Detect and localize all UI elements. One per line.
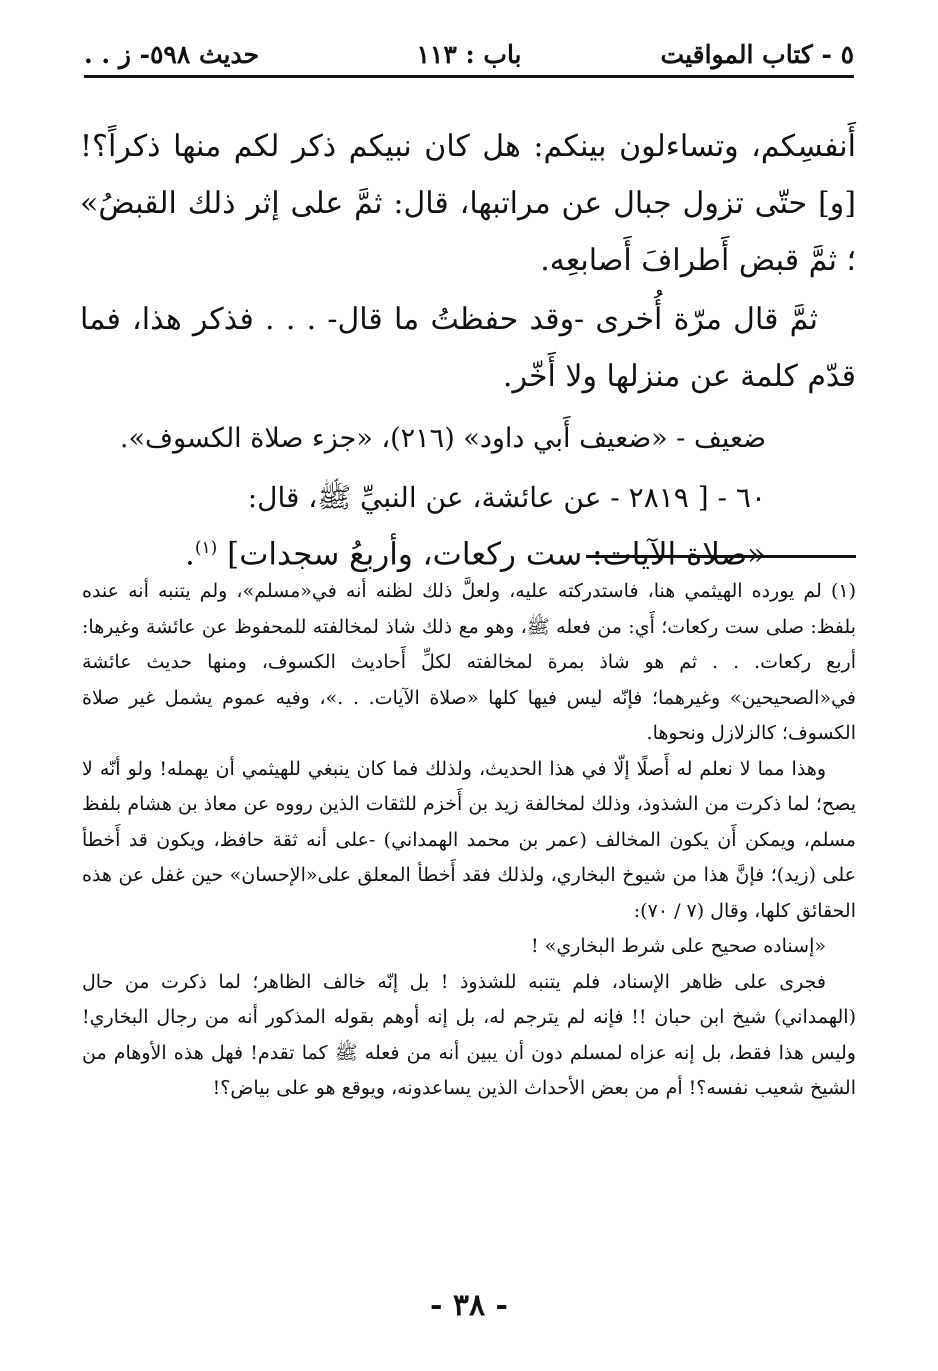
- section-title: باب : ١١٣: [416, 40, 522, 69]
- footnote-paragraph-4: فجرى على ظاهر الإسناد، فلم يتنبه للشذوذ ! بل إنّه خالف الظاهر؛ لما ذكرت من حال (الهمداني) شيخ ابن حبان !! فإنه لم يترجم له، بل إنه أوهم بقوله المذكور أنه من رجال البخاري! وليس هذا فقط، بل إنه عزاه لمسلم دون أن يبين أنه من فعله ﷺ كما تقدم! فهل هذه الأوهام من الشيخ شعيب نفسه؟! أم من بعض الأحداث الذين يساعدونه، ويوقع هو على بياض؟!: [82, 970, 856, 1099]
- chapter-title: ٥ - كتاب المواقيت: [660, 40, 854, 69]
- footnote-marker: (١): [194, 538, 218, 558]
- running-header: [84, 36, 854, 76]
- paragraph-1: أَنفسِكم، وتساءلون بينكم: هل كان نبيكم ذكر لكم منها ذكراً؟! [و] حتّى تزول جبال عن مراتبها، قال: ثمَّ على إثر ذلك القبضُ» ؛ ثمَّ قبض أَطرافَ أَصابعِه.: [80, 129, 856, 278]
- footnote-1: (١) لم يورده الهيثمي هنا، فاستدركته عليه، ولعلَّ ذلك لظنه أنه في«مسلم»، ولم يتنبه أنه عنده بلفظ: صلى ست ركعات؛ أَي: من فعله ﷺ، وهو مع ذلك شاذ لمخالفته للمحفوظ عن عائشة وغيرها: أربع ركعات. . . ثم هو شاذ بمرة لمخالفته لكلِّ أَحاديث الكسوف، ومنها حديث عائشة في«الصحيحين» وغيرهما؛ فإنّه ليس فيها كلها «صلاة الآيات. . .»، وفيه عموم يشمل غير صلاة الكسوف؛ كالزلازل ونحوها.: [82, 580, 856, 744]
- footnotes: [82, 574, 856, 1107]
- main-text: [80, 118, 856, 579]
- hadith-text: [80, 523, 856, 579]
- header-divider: [84, 75, 854, 78]
- page-number: - ٣٨ -: [429, 1288, 509, 1323]
- hadith-grade: ضعيف - «ضعيف أَبي داود» (٢١٦)، «جزء صلاة الكسوف».: [119, 423, 766, 454]
- hadith-reference: حديث ٥٩٨- ز . .: [84, 40, 260, 69]
- hadith-matn: «صلاة الآيات: ست ركعات، وأربعُ سجدات]: [227, 536, 766, 573]
- footnote-quote: «إسناده صحيح على شرط البخاري» !: [531, 935, 826, 957]
- paragraph-2: ثمَّ قال مرّة أُخرى -وقد حفظتُ ما قال- . . . فذكر هذا، فما قدّم كلمة عن منزلها ولا أَخّر.: [80, 302, 856, 394]
- hadith-end-mark: .: [185, 536, 195, 573]
- hadith-heading: ٦٠ - [ ٢٨١٩ - عن عائشة، عن النبيِّ ﷺ، قال:: [247, 481, 766, 514]
- footnote-paragraph-2: وهذا مما لا نعلم له أَصلًا إلّا في هذا الحديث، ولذلك فما كان ينبغي للهيثمي أن يهمله! ولو أنّه لا يصح؛ لما ذكرت من الشذوذ، وذلك لمخالفة زيد بن أَخزم للثقات الذين رووه عن معاذ بن هشام بلفظ مسلم، ويمكن أَن يكون المخالف (عمر بن محمد الهمداني) -على أنه ثقة حافظ، ويكون قد أَخطأ على (زيد)؛ فإنَّ هذا من شيوخ البخاري، ولذلك فقد أَخطأ المعلق على«الإحسان» حين غفل عن هذه الحقائق كلها، وقال (٧ / ٧٠):: [82, 757, 856, 922]
- footnote-divider: [586, 555, 856, 558]
